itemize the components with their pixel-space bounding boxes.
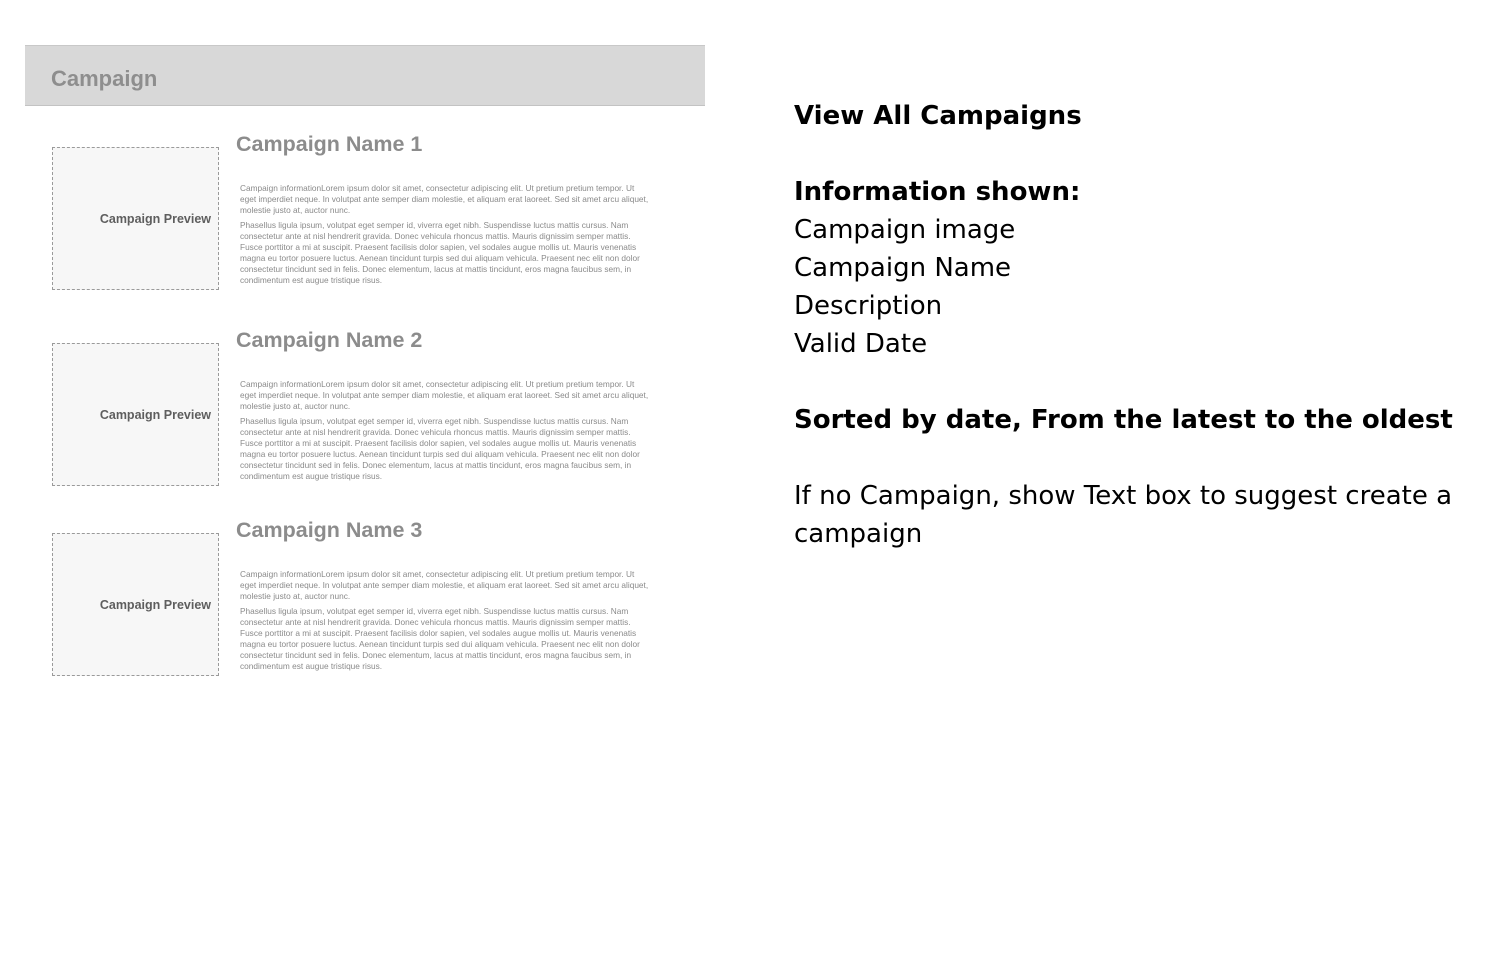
notes-sorting: Sorted by date, From the latest to the oldest xyxy=(794,405,1453,435)
notes-title: View All Campaigns xyxy=(794,101,1082,131)
campaign-header-bar xyxy=(25,45,705,106)
campaign-description-paragraph: Campaign informationLorem ipsum dolor sit amet, consectetur adipiscing elit. Ut pretium pretium tempor. Ut eget imperdiet neque. In volutpat ante semper diam molestie, et aliquam erat laoreet. Sed sit amet arcu aliquet, molestie justo at, auctor nunc. xyxy=(240,379,649,411)
notes-empty-state-line: If no Campaign, show Text box to suggest create a xyxy=(794,481,1453,511)
campaign-description xyxy=(240,183,650,286)
campaign-description xyxy=(240,569,650,672)
campaign-preview-label: Campaign Preview xyxy=(99,597,211,612)
notes-info-heading: Information shown: xyxy=(794,177,1081,207)
campaign-header-title: Campaign xyxy=(51,66,158,91)
notes-info-item: Campaign Name xyxy=(794,253,1012,283)
campaign-preview-image[interactable] xyxy=(52,533,219,676)
campaign-preview-label: Campaign Preview xyxy=(99,211,211,226)
campaign-preview-image[interactable] xyxy=(52,147,219,290)
campaign-name[interactable]: Campaign Name 2 xyxy=(236,328,423,352)
notes-info-item: Valid Date xyxy=(794,329,928,359)
campaign-description-paragraph: Campaign informationLorem ipsum dolor sit amet, consectetur adipiscing elit. Ut pretium pretium tempor. Ut eget imperdiet neque. In volutpat ante semper diam molestie, et aliquam erat laoreet. Sed sit amet arcu aliquet, molestie justo at, auctor nunc. xyxy=(240,183,649,215)
spacer xyxy=(794,439,1474,477)
campaign-name[interactable]: Campaign Name 1 xyxy=(236,132,423,156)
spacer xyxy=(794,135,1474,173)
notes-info-item: Campaign image xyxy=(794,215,1016,245)
notes-info-item: Description xyxy=(794,291,943,321)
campaign-description-paragraph: Phasellus ligula ipsum, volutpat eget semper id, viverra eget nibh. Suspendisse luctus mattis cursus. Nam consectetur ante at nisl hendrerit gravida. Donec vehicula rhoncus mattis. Mauris dignissim semper mattis. Fusce porttitor a mi at suscipit. Praesent facilisis dolor sapien, vel sodales augue mollis ut. Mauris venenatis magna eu tortor posuere luctus. Aenean tincidunt turpis sed dui aliquam vehicula. Praesent nec elit non dolor consectetur tincidunt sed in felis. Donec elementum, lacus at mattis tincidunt, eros magna faucibus sem, in condimentum est augue tristique risus. xyxy=(240,606,640,671)
campaign-description xyxy=(240,379,650,482)
spec-notes xyxy=(794,97,1474,553)
notes-empty-state-line: campaign xyxy=(794,519,923,549)
campaign-name[interactable]: Campaign Name 3 xyxy=(236,518,423,542)
campaign-preview-image[interactable] xyxy=(52,343,219,486)
campaign-description-paragraph: Phasellus ligula ipsum, volutpat eget semper id, viverra eget nibh. Suspendisse luctus mattis cursus. Nam consectetur ante at nisl hendrerit gravida. Donec vehicula rhoncus mattis. Mauris dignissim semper mattis. Fusce porttitor a mi at suscipit. Praesent facilisis dolor sapien, vel sodales augue mollis ut. Mauris venenatis magna eu tortor posuere luctus. Aenean tincidunt turpis sed dui aliquam vehicula. Praesent nec elit non dolor consectetur tincidunt sed in felis. Donec elementum, lacus at mattis tincidunt, eros magna faucibus sem, in condimentum est augue tristique risus. xyxy=(240,220,640,285)
campaign-description-paragraph: Phasellus ligula ipsum, volutpat eget semper id, viverra eget nibh. Suspendisse luctus mattis cursus. Nam consectetur ante at nisl hendrerit gravida. Donec vehicula rhoncus mattis. Mauris dignissim semper mattis. Fusce porttitor a mi at suscipit. Praesent facilisis dolor sapien, vel sodales augue mollis ut. Mauris venenatis magna eu tortor posuere luctus. Aenean tincidunt turpis sed dui aliquam vehicula. Praesent nec elit non dolor consectetur tincidunt sed in felis. Donec elementum, lacus at mattis tincidunt, eros magna faucibus sem, in condimentum est augue tristique risus. xyxy=(240,416,640,481)
spacer xyxy=(794,363,1474,401)
campaign-description-paragraph: Campaign informationLorem ipsum dolor sit amet, consectetur adipiscing elit. Ut pretium pretium tempor. Ut eget imperdiet neque. In volutpat ante semper diam molestie, et aliquam erat laoreet. Sed sit amet arcu aliquet, molestie justo at, auctor nunc. xyxy=(240,569,649,601)
campaign-preview-label: Campaign Preview xyxy=(99,407,211,422)
